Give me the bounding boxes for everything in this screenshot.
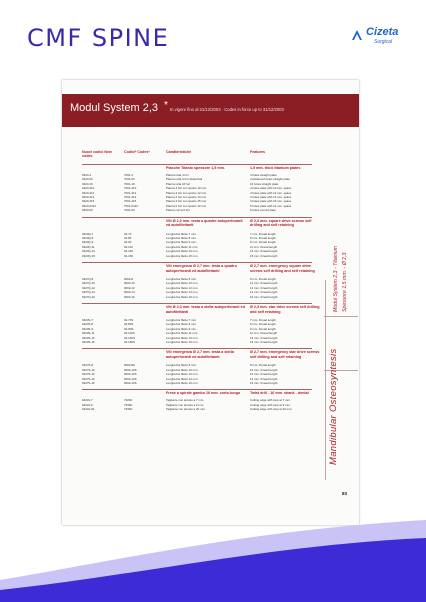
code: 0002-16 [124, 294, 135, 299]
code: 7001-410 [124, 186, 137, 191]
feature-it: Placca 4 fori con spazio 15 mm. [166, 199, 207, 204]
group-rule [82, 164, 312, 165]
group-title-en: Ø 2,3 mm. star drive screws self drilling and self retaining [250, 305, 320, 314]
section-label: Mandibular Osteosyntesis [328, 348, 339, 465]
new-code: 0323-6C [82, 208, 94, 213]
feature-it: Lunghezza filetto 10 mm. [166, 281, 199, 286]
code: 02-110 [124, 244, 133, 249]
feature-en: 15 mm. thread length [250, 253, 278, 258]
code: 0002-10S [124, 367, 137, 372]
code: 7001-4 [124, 173, 134, 177]
header-note: In vigore fino al 31/12/2003 · Codes in force up to 31/12/2003 [170, 107, 284, 112]
feature-it: Lunghezza filetto 11 mm. [166, 244, 199, 249]
new-code: 0323-415 [82, 199, 95, 204]
new-code: 0327Q-8 [82, 277, 94, 281]
table-row [82, 340, 312, 344]
new-code: 0323Q-9 [82, 240, 94, 245]
code: 7001-412 [124, 190, 137, 195]
new-code: 0323Q-15 [82, 253, 95, 258]
group-rule [82, 389, 312, 390]
new-code: 0327S-8 [82, 363, 93, 368]
table-row [82, 254, 312, 258]
feature-it: Lunghezza filetto 8 mm. [166, 322, 197, 327]
feature-en: 9 mm. thread length [250, 240, 276, 245]
code: 7001-6412 [124, 203, 138, 208]
feature-en: 13 mm. thread length [250, 249, 278, 254]
code: 02-130 [124, 249, 134, 254]
col-head-features: Features [250, 150, 265, 154]
new-code: 0323Q-13 [82, 249, 95, 254]
feature-it: Placca 4 fori con spazio 10 mm. [166, 186, 207, 191]
new-code: 0327S-10 [82, 367, 95, 372]
feature-en: 11 mm. thread length [250, 244, 278, 249]
feature-it: Tagliente con arresto a 9 mm. [166, 402, 205, 407]
group-title-en: Twist drill - 16 mm. shank - dental [250, 391, 309, 396]
code: 0002-12 [124, 285, 135, 290]
feature-en: 14 mm. thread length [250, 376, 278, 381]
feature-it: Lunghezza filetto 8 mm. [166, 236, 197, 240]
brand-title: CMF SPINE [27, 24, 170, 52]
feature-it: Lunghezza filetto 15 mm. [166, 340, 199, 344]
feature-en: 8 mm. thread length [250, 363, 276, 368]
code: 7001-6C [124, 208, 136, 213]
feature-en: 8 mm. thread length [250, 236, 276, 240]
code: 0002-12S [124, 372, 137, 377]
feature-it: Placca 6 fori con spazio 12 mm. [166, 203, 207, 208]
code: 02-70 [124, 231, 132, 236]
feature-it: Lunghezza filetto 13 mm. [166, 335, 199, 340]
group-rule [82, 262, 312, 263]
new-code: 0323S-8 [82, 322, 93, 327]
new-code: 0327Q-12 [82, 285, 95, 290]
feature-it: Lunghezza filetto 12 mm. [166, 372, 199, 377]
code: 02-90 [124, 240, 132, 245]
new-code: 0327S-14 [82, 376, 95, 381]
page-title: Modul System 2,3 [70, 102, 159, 114]
new-code: 0323-410 [82, 186, 95, 191]
new-code: 0323Q-8 [82, 236, 94, 240]
feature-en: 4 holes straight plate [250, 173, 277, 177]
group-title-it: Frese a spirale gambo 16 mm. corto-lungo [166, 391, 241, 396]
logo-name: Cizeta [366, 26, 399, 38]
feature-en: 6 holes curved plate [250, 208, 276, 213]
code: 7001-03 [124, 177, 135, 182]
feature-it: Lunghezza filetto 14 mm. [166, 376, 199, 381]
feature-it: Lunghezza filetto 16 mm. [166, 294, 199, 299]
feature-en: 12 mm. thread length [250, 285, 278, 290]
feature-it: Placca retta 16 fori [166, 181, 191, 186]
new-code: 0323-413 [82, 195, 95, 199]
code: 0002-14S [124, 376, 137, 381]
code: 0002-14 [124, 290, 135, 295]
new-code: 0323S-9 [82, 326, 93, 331]
feature-en: 8 mm. thread length [250, 277, 276, 281]
new-code: 0323-16 [82, 181, 93, 186]
feature-en: 12 mm. thread length [250, 372, 278, 377]
code: 7330C [124, 407, 133, 412]
logo-sub: Surgical [374, 39, 393, 45]
catalog-page [62, 80, 359, 525]
side-divider [325, 280, 326, 480]
page-header [62, 94, 359, 127]
col-head-codes: Codici* Codes* [124, 150, 150, 154]
feature-en: 4 distanced holes straight plate [250, 177, 290, 182]
new-code: 0327Q-16 [82, 294, 95, 299]
group-title-it: Viti Ø 2,3 mm. testa a quadro autoperforanti ed autofilettanti [166, 218, 243, 228]
table-row [82, 208, 312, 212]
feature-it: Lunghezza filetto 15 mm. [166, 253, 199, 258]
new-code: 0323S-7 [82, 318, 93, 322]
side-label-spec: Spessore 1,5 mm. - Ø 2,3 [342, 252, 348, 312]
group-rule [82, 303, 312, 304]
group-title-it: Viti emergenza Ø 2,7 mm. testa a stella autoperforanti ed autofilettanti [166, 350, 234, 360]
feature-en: 4 holes plate with 12 mm. space [250, 190, 292, 195]
feature-en: 4 holes plate with 13 mm. space [250, 195, 292, 199]
feature-en: 7 mm. thread length [250, 231, 276, 236]
feature-en: 13 mm. thread length [250, 335, 278, 340]
new-code: 0323S-11 [82, 331, 95, 336]
new-code: 0323-6412 [82, 203, 96, 208]
group-title-it: Viti Ø 2,3 mm. testa a stella autoperforanti ed autofilettanti [166, 305, 245, 314]
feature-en: 14 mm. thread length [250, 290, 278, 295]
new-code: 0323Q-11 [82, 244, 95, 249]
feature-en: 4 holes plate with 15 mm. space [250, 199, 292, 204]
group-rule [82, 217, 312, 218]
feature-it: Lunghezza filetto 7 mm. [166, 318, 197, 322]
group-title-en: 1,5 mm. thick titanium plates [250, 166, 301, 170]
group-title-it: Placche Titanio spessore 1,5 mm. [166, 166, 225, 170]
code: 0002-16S [124, 381, 137, 385]
new-code: 0327S-12 [82, 372, 95, 377]
feature-it: Lunghezza filetto 9 mm. [166, 240, 197, 245]
side-label-product: Modul System 2,3 - Titanium [333, 246, 339, 312]
code: 7001-415 [124, 199, 137, 204]
feature-en: 4 holes plate with 10 mm. space [250, 186, 292, 191]
feature-en: Cutting edge with stop at 20 mm. [250, 407, 293, 412]
feature-it: Placca retta 4 fori [166, 173, 189, 177]
code: 02-130S [124, 335, 135, 340]
new-code: 0323S-15 [82, 340, 95, 344]
feature-en: 9 mm. thread length [250, 326, 276, 331]
code: 0002-10 [124, 281, 135, 286]
code: 02-70S [124, 318, 134, 322]
group-rule [82, 348, 312, 349]
feature-it: Lunghezza filetto 7 mm. [166, 231, 197, 236]
feature-it: Placca 4 fori con spazio 12 mm. [166, 190, 207, 195]
feature-it: Lunghezza filetto 13 mm. [166, 249, 199, 254]
feature-en: 11 mm. thread length [250, 331, 278, 336]
feature-it: Lunghezza filetto 14 mm. [166, 290, 199, 295]
feature-en: 10 mm. thread length [250, 281, 278, 286]
code: 0002-8 [124, 277, 134, 281]
code: 02-150 [124, 253, 134, 258]
footer-wave [0, 520, 426, 602]
new-code: 0327Q-10 [82, 281, 95, 286]
code: 7320C [124, 398, 133, 403]
feature-en: 16 mm. thread length [250, 381, 278, 385]
group-title-en: Ø 2,7 mm. emergency star drive screws self drilling and self retaining [250, 350, 320, 360]
code: 7001-413 [124, 195, 137, 199]
code: 02-150S [124, 340, 135, 344]
feature-it: Lunghezza filetto 8 mm. [166, 363, 197, 368]
feature-en: Cutting edge with stop at 7 mm. [250, 398, 291, 403]
feature-en: 6 holes plate with 12 mm. space [250, 203, 292, 208]
col-head-caratteristiche: Caratteristiche [166, 150, 192, 154]
col-head-new-codes: Nuovi codici New codes [82, 150, 112, 159]
feature-it: Placca 4 fori con spazio 13 mm. [166, 195, 207, 199]
code: 7330C [124, 402, 133, 407]
new-code: 0323-412 [82, 190, 95, 195]
feature-en: 16 holes straight plate [250, 181, 279, 186]
feature-it: Lunghezza filetto 16 mm. [166, 381, 199, 385]
feature-it: Tagliente con arresto a 20 mm. [166, 407, 206, 412]
new-code: 0327S-16 [82, 381, 95, 385]
cizeta-logo-icon [350, 28, 364, 42]
new-code: 04231-7 [82, 398, 93, 403]
table-row [82, 295, 312, 299]
code: 02-80 [124, 236, 132, 240]
feature-it: Placca retta 4 fori distanziati [166, 177, 203, 182]
feature-it: Lunghezza filetto 8 mm. [166, 277, 197, 281]
code: 02-110S [124, 331, 135, 336]
new-code: 04231-9 [82, 402, 93, 407]
feature-it: Placca curva 6 fori [166, 208, 190, 213]
feature-en: 10 mm. thread length [250, 367, 278, 372]
feature-it: Tagliente con arresto a 7 mm. [166, 398, 205, 403]
feature-en: 8 mm. thread length [250, 322, 276, 327]
code: 0002-8S [124, 363, 135, 368]
group-title-en: Ø 2,7 mm. emergency square drive screws self drilling and self retaining [250, 264, 315, 273]
code: 02-80S [124, 322, 134, 327]
feature-it: Lunghezza filetto 11 mm. [166, 331, 199, 336]
feature-it: Lunghezza filetto 10 mm. [166, 367, 199, 372]
group-title-it: Viti emergenza Ø 2,7 mm. testa a quadro autoperforanti ed autofilettanti [166, 264, 237, 273]
group-title-en: Ø 2,3 mm. square drive screws self drilling and self retaining [250, 218, 312, 228]
feature-it: Lunghezza filetto 12 mm. [166, 285, 199, 290]
new-code: 0323Q-7 [82, 231, 94, 236]
feature-en: Cutting edge with stop at 9 mm. [250, 402, 291, 407]
new-code: 0323S-13 [82, 335, 95, 340]
brand-logo [350, 24, 410, 50]
code: 02-90S [124, 326, 134, 331]
new-code: 04231-20 [82, 407, 95, 412]
table-row [82, 407, 312, 411]
side-rule [324, 316, 358, 317]
new-code: 0323-4 [82, 173, 92, 177]
new-code: 0323-03 [82, 177, 93, 182]
header-star: * [164, 100, 168, 111]
feature-it: Lunghezza filetto 9 mm. [166, 326, 197, 331]
new-code: 0327Q-14 [82, 290, 95, 295]
code: 7001-16 [124, 181, 135, 186]
table-row [82, 381, 312, 385]
page-number: 83 [342, 491, 348, 496]
feature-en: 7 mm. thread length [250, 318, 276, 322]
feature-en: 15 mm. thread length [250, 340, 278, 344]
feature-en: 16 mm. thread length [250, 294, 278, 299]
